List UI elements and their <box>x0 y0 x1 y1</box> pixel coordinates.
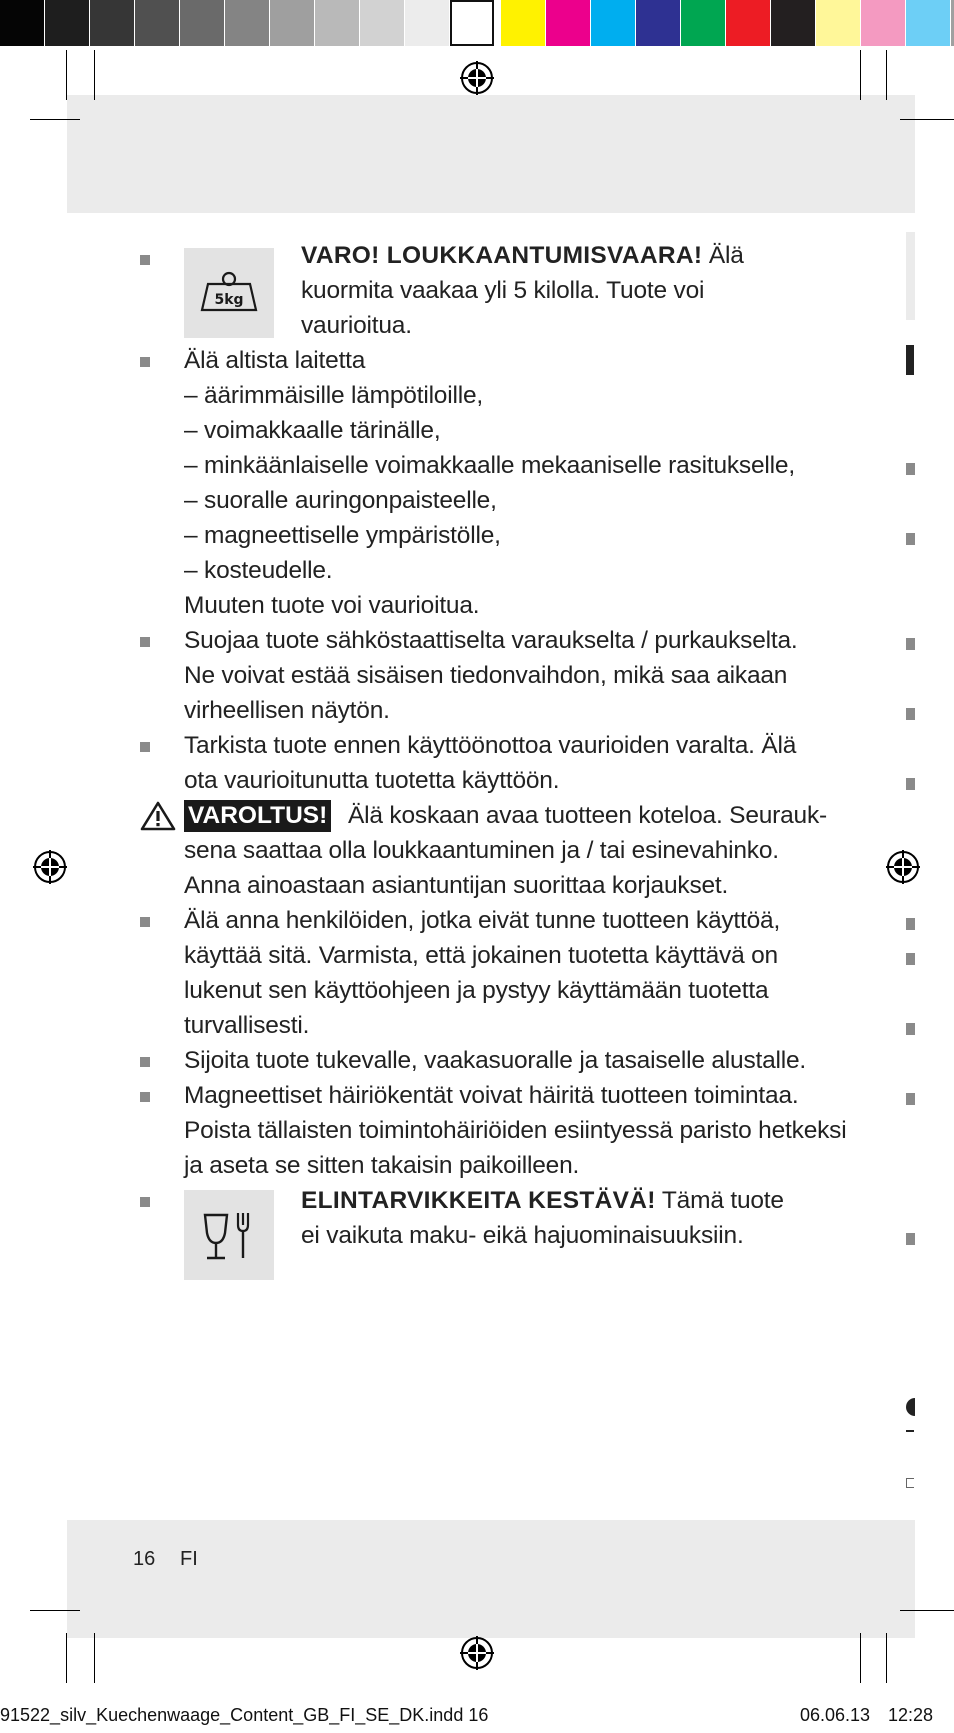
gray-swatch <box>405 0 449 46</box>
svg-text:5kg: 5kg <box>214 292 244 308</box>
gray-swatch <box>135 0 179 46</box>
process-color-swatch <box>591 0 635 46</box>
next-page-bullet <box>906 1233 915 1245</box>
bullet-icon <box>140 357 150 367</box>
exposure-line: Älä altista laitetta <box>184 347 366 374</box>
crop-mark <box>886 50 887 100</box>
magnetic-line: ja aseta se sitten takaisin paikoilleen. <box>184 1152 580 1179</box>
crop-mark <box>94 1633 95 1683</box>
varoitus-line: Anna ainoastaan asiantuntijan suorittaa korjaukset. <box>184 872 729 899</box>
registration-mark-icon <box>460 61 494 95</box>
exposure-line: Muuten tuote voi vaurioitua. <box>184 592 480 619</box>
gray-swatch <box>360 0 404 46</box>
next-page-edge <box>906 1430 914 1432</box>
food-safe-heading: ELINTARVIKKEITA KESTÄVÄ! <box>301 1187 656 1214</box>
process-color-swatch <box>861 0 905 46</box>
bullet-icon <box>140 917 150 927</box>
exposure-line: – minkäänlaiselle voimakkaalle mekaaniselle rasitukselle, <box>184 452 795 479</box>
bullet-icon <box>140 255 150 265</box>
next-page-edge <box>906 1398 915 1416</box>
page-number: 16 <box>133 1548 156 1570</box>
gray-swatch <box>450 0 494 46</box>
exposure-line: – kosteudelle. <box>184 557 333 584</box>
crop-mark <box>66 1633 67 1683</box>
static-line: Suojaa tuote sähköstaattiselta varaukselta / purkaukselta. <box>184 627 798 654</box>
exposure-line: – voimakkaalle tärinälle, <box>184 417 441 444</box>
inspect-line: Tarkista tuote ennen käyttöönottoa vaurioiden varalta. Älä <box>184 732 797 759</box>
process-color-swatch <box>546 0 590 46</box>
crop-mark <box>860 50 861 100</box>
process-color-swatch <box>771 0 815 46</box>
next-page-bullet <box>906 953 915 965</box>
process-color-swatch <box>636 0 680 46</box>
crop-mark <box>30 1610 80 1611</box>
gray-swatch <box>0 0 44 46</box>
weight-5kg-icon <box>184 248 274 338</box>
exposure-line: – magneettiselle ympäristölle, <box>184 522 501 549</box>
exposure-line: – äärimmäisille lämpötiloille, <box>184 382 483 409</box>
next-page-bullet <box>906 1093 915 1105</box>
magnetic-line: Poista tällaisten toimintohäiriöiden esiintyessä paristo hetkeksi <box>184 1117 847 1144</box>
process-color-swatch <box>726 0 770 46</box>
registration-mark-icon <box>33 850 67 884</box>
process-color-swatch <box>501 0 545 46</box>
footer-band <box>67 1520 915 1638</box>
bullet-icon <box>140 742 150 752</box>
varoitus-label: VAROLTUS! <box>184 800 331 832</box>
registration-mark-icon <box>460 1636 494 1670</box>
food-safe-line: ei vaikuta maku- eikä hajuominaisuuksiin. <box>301 1222 744 1249</box>
gray-swatch <box>180 0 224 46</box>
bullet-icon <box>140 1197 150 1207</box>
users-line: Älä anna henkilöiden, jotka eivät tunne tuotteen käyttöä, <box>184 907 781 934</box>
file-slug: 91522_silv_Kuechenwaage_Content_GB_FI_SE_DK.indd 16 <box>0 1705 489 1725</box>
bullet-icon <box>140 1057 150 1067</box>
gray-swatch <box>45 0 89 46</box>
next-page-edge <box>906 345 914 375</box>
users-line: turvallisesti. <box>184 1012 310 1039</box>
crop-mark <box>30 119 80 120</box>
varoitus-line: Älä koskaan avaa tuotteen koteloa. Seurauk- <box>348 802 827 829</box>
next-page-bullet <box>906 918 915 930</box>
next-page-edge <box>906 232 915 320</box>
next-page-bullet <box>906 638 915 650</box>
gray-swatch <box>225 0 269 46</box>
varoitus-line: sena saattaa olla loukkaantuminen ja / tai esinevahinko. <box>184 837 779 864</box>
inspect-line: ota vaurioitunutta tuotetta käyttöön. <box>184 767 560 794</box>
color-calibration-bar <box>0 0 954 46</box>
magnetic-line: Magneettiset häiriökentät voivat häiritä tuotteen toimintaa. <box>184 1082 799 1109</box>
users-line: käyttää sitä. Varmista, että jokainen tuotetta käyttävä on <box>184 942 778 969</box>
warning-triangle-icon <box>140 801 176 831</box>
language-code: FI <box>180 1548 198 1570</box>
process-color-swatch <box>816 0 860 46</box>
weight-warning-line: kuormita vaakaa yli 5 kilolla. Tuote voi <box>301 277 705 304</box>
food-safe-icon-box <box>184 1190 274 1280</box>
crop-mark <box>94 50 95 100</box>
next-page-bullet <box>906 533 915 545</box>
exposure-line: – suoralle auringonpaisteelle, <box>184 487 497 514</box>
weight-icon-box <box>184 248 274 338</box>
gray-swatch <box>315 0 359 46</box>
weight-warning-line: VARO! LOUKKAANTUMISVAARA! Älä <box>301 242 744 269</box>
crop-mark <box>900 119 954 120</box>
weight-warning-line: vaurioitua. <box>301 312 412 339</box>
crop-mark <box>900 1610 954 1611</box>
static-line: Ne voivat estää sisäisen tiedonvaihdon, mikä saa aikaan <box>184 662 788 689</box>
process-color-swatch <box>681 0 725 46</box>
next-page-bullet <box>906 708 915 720</box>
crop-mark <box>886 1633 887 1683</box>
next-page-bullet <box>906 1023 915 1035</box>
next-page-bullet <box>906 778 915 790</box>
users-line: lukenut sen käyttöohjeen ja pystyy käyttämään tuotetta <box>184 977 769 1004</box>
crop-mark <box>860 1633 861 1683</box>
food-safe-icon <box>184 1190 274 1280</box>
food-safe-line: ELINTARVIKKEITA KESTÄVÄ! Tämä tuote <box>301 1187 784 1214</box>
header-band <box>67 95 915 213</box>
surface-line: Sijoita tuote tukevalle, vaakasuoralle ja tasaiselle alustalle. <box>184 1047 807 1074</box>
crop-mark <box>66 50 67 100</box>
bullet-icon <box>140 637 150 647</box>
slug-date: 06.06.13 <box>800 1705 871 1725</box>
gray-swatch <box>90 0 134 46</box>
registration-mark-icon <box>886 850 920 884</box>
gray-swatch <box>270 0 314 46</box>
slug-time: 12:28 <box>888 1705 934 1725</box>
bullet-icon <box>140 1092 150 1102</box>
next-page-edge <box>906 1478 914 1488</box>
weight-warning-heading: VARO! LOUKKAANTUMISVAARA! <box>301 242 703 269</box>
static-line: virheellisen näytön. <box>184 697 390 724</box>
next-page-bullet <box>906 463 915 475</box>
process-color-swatch <box>906 0 950 46</box>
